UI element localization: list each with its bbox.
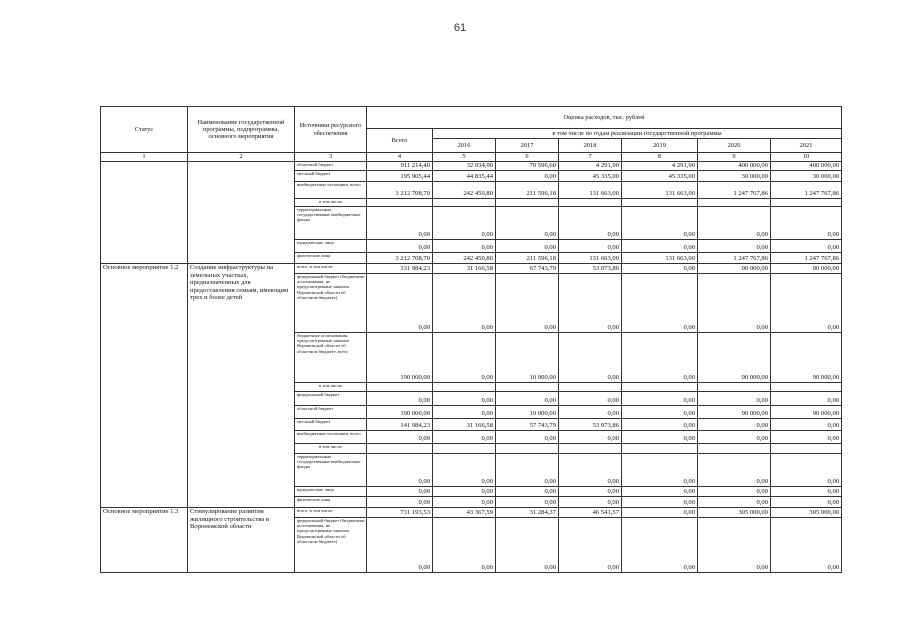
value-cell: 0,00 [496,518,559,573]
column-number: 3 [295,153,367,162]
table-row [101,264,842,274]
value-cell: 141 984,23 [367,419,433,431]
value-cell: 0,00 [496,487,559,497]
source-cell: федеральный бюджет [295,392,367,406]
value-cell [698,444,771,454]
source-cell: всего, в том числе: [295,508,367,518]
value-cell: 0,00 [771,497,842,508]
source-cell: в том числе: [295,383,367,392]
value-cell: 0,00 [433,333,496,383]
value-cell: 0,00 [367,518,433,573]
value-cell: 211 596,18 [496,253,559,264]
header-year: 2019 [622,139,698,153]
value-cell: 0,00 [433,406,496,419]
value-cell: 0,00 [622,274,698,333]
value-cell: 0,00 [559,406,622,419]
value-cell: 0,00 [622,406,698,419]
source-cell: областной бюджет [295,162,367,171]
value-cell: 195 905,44 [367,171,433,182]
value-cell: 0,00 [496,392,559,406]
value-cell: 10 000,00 [496,333,559,383]
value-cell: 242 450,80 [433,253,496,264]
value-cell: 0,00 [367,207,433,240]
source-cell: юридические лица [295,487,367,497]
column-number: 7 [559,153,622,162]
budget-table [100,106,842,573]
value-cell: 0,00 [496,171,559,182]
value-cell: 0,00 [771,518,842,573]
value-cell [771,444,842,454]
value-cell [433,444,496,454]
value-cell [559,383,622,392]
value-cell: 90 000,00 [698,406,771,419]
source-cell: областной бюджет [295,406,367,419]
source-cell: федеральный бюджет (бюджетные ассигнования, не предусмотренные законом Воронежской области об областном бюджете) [295,274,367,333]
value-cell: 0,00 [496,497,559,508]
header-status: Статус [101,107,188,153]
name-cell [188,162,295,264]
source-cell: территориальные государственные внебюджетные фонды [295,454,367,487]
value-cell: 0,00 [496,207,559,240]
value-cell: 1 247 767,86 [698,253,771,264]
value-cell: 57 743,79 [496,419,559,431]
source-cell: юридические лица [295,240,367,253]
value-cell: 190 000,00 [367,333,433,383]
value-cell [559,444,622,454]
value-cell [496,444,559,454]
source-cell: местный бюджет [295,171,367,182]
value-cell: 0,00 [433,392,496,406]
column-number: 9 [698,153,771,162]
value-cell: 0,00 [698,487,771,497]
value-cell: 1 247 767,86 [771,253,842,264]
value-cell: 0,00 [622,333,698,383]
column-number-row [101,153,842,162]
value-cell: 1 247 767,86 [771,182,842,199]
value-cell: 0,00 [496,431,559,444]
header-year: 2017 [496,139,559,153]
value-cell [559,199,622,207]
value-cell: 0,00 [433,454,496,487]
value-cell: 0,00 [559,333,622,383]
status-cell [101,162,188,264]
source-cell: в том числе: [295,444,367,454]
value-cell [433,199,496,207]
value-cell: 45 335,00 [559,171,622,182]
column-number: 6 [496,153,559,162]
value-cell: 305 000,00 [771,508,842,518]
value-cell: 0,00 [622,497,698,508]
value-cell [771,383,842,392]
source-cell: в том числе: [295,199,367,207]
value-cell: 0,00 [622,431,698,444]
value-cell [367,383,433,392]
value-cell: 0,00 [433,240,496,253]
value-cell: 0,00 [433,207,496,240]
value-cell: 0,00 [622,508,698,518]
header-year: 2020 [698,139,771,153]
value-cell: 0,00 [367,431,433,444]
value-cell: 0,00 [559,207,622,240]
value-cell: 44 835,44 [433,171,496,182]
value-cell: 0,00 [559,454,622,487]
value-cell: 0,00 [559,431,622,444]
value-cell: 0,00 [496,240,559,253]
value-cell: 0,00 [698,274,771,333]
value-cell [698,199,771,207]
value-cell: 0,00 [771,274,842,333]
value-cell: 331 984,23 [367,264,433,274]
value-cell: 211 596,18 [496,182,559,199]
header-year: 2018 [559,139,622,153]
header-year: 2021 [771,139,842,153]
value-cell: 0,00 [559,497,622,508]
value-cell [367,444,433,454]
source-cell: внебюджетные источники, всего [295,431,367,444]
value-cell: 0,00 [433,487,496,497]
value-cell: 3 212 708,70 [367,253,433,264]
value-cell: 131 663,00 [559,253,622,264]
value-cell: 53 073,86 [559,264,622,274]
source-cell: федеральный бюджет (бюджетные ассигнования, не предусмотренные законом Воронежской области об областном бюджете) [295,518,367,573]
value-cell: 0,00 [559,518,622,573]
column-number: 8 [622,153,698,162]
value-cell [622,199,698,207]
header-total: Всего [367,129,433,153]
status-cell: Основное мероприятие 1.2 [101,264,188,508]
value-cell: 0,00 [433,274,496,333]
header-estimate: Оценка расходов, тыс. рублей [367,107,842,129]
value-cell: 53 073,86 [559,419,622,431]
value-cell: 0,00 [622,487,698,497]
value-cell: 0,00 [698,392,771,406]
value-cell [698,383,771,392]
value-cell: 90 000,00 [698,333,771,383]
value-cell: 0,00 [433,497,496,508]
value-cell: 31 284,37 [496,508,559,518]
value-cell: 90 000,00 [771,406,842,419]
source-cell: бюджетные ассигнования, предусмотренные законом Воронежской области об областном бюджете, всего [295,333,367,383]
column-number: 4 [367,153,433,162]
source-cell: местный бюджет [295,419,367,431]
value-cell: 131 663,00 [622,253,698,264]
value-cell: 3 212 708,70 [367,182,433,199]
column-number: 2 [188,153,295,162]
value-cell: 731 193,53 [367,508,433,518]
value-cell: 131 663,00 [559,182,622,199]
column-number: 10 [771,153,842,162]
value-cell: 0,00 [496,274,559,333]
value-cell: 0,00 [433,431,496,444]
value-cell: 305 000,00 [698,508,771,518]
value-cell: 10 000,00 [496,406,559,419]
value-cell: 0,00 [559,274,622,333]
value-cell: 90 000,00 [698,264,771,274]
value-cell: 400 000,00 [698,162,771,171]
value-cell: 46 541,57 [559,508,622,518]
value-cell: 0,00 [433,518,496,573]
name-cell: Стимулирование развития жилищного строительства в Воронежской области [188,508,295,573]
value-cell: 0,00 [622,454,698,487]
value-cell: 4 291,90 [559,162,622,171]
source-cell: внебюджетные источники, всего [295,182,367,199]
value-cell: 0,00 [559,392,622,406]
value-cell: 31 166,58 [433,419,496,431]
value-cell: 0,00 [698,207,771,240]
table-row [101,162,842,171]
value-cell: 0,00 [622,419,698,431]
value-cell: 0,00 [622,518,698,573]
header-program-name: Наименование государственной программы, подпрограммы, основного мероприятия [188,107,295,153]
value-cell: 31 166,58 [433,264,496,274]
value-cell [496,383,559,392]
value-cell [367,199,433,207]
source-cell: территориальные государственные внебюджетные фонды [295,207,367,240]
value-cell: 1 247 767,86 [698,182,771,199]
column-number: 1 [101,153,188,162]
table-row [101,508,842,518]
source-cell: физические лица [295,253,367,264]
value-cell: 0,00 [367,454,433,487]
value-cell: 90 000,00 [771,264,842,274]
value-cell: 0,00 [771,392,842,406]
value-cell: 30 000,00 [771,171,842,182]
value-cell: 0,00 [698,431,771,444]
value-cell: 0,00 [367,240,433,253]
value-cell: 0,00 [622,240,698,253]
value-cell: 0,00 [698,240,771,253]
value-cell [771,199,842,207]
source-cell: физические лица [295,497,367,508]
value-cell: 0,00 [771,207,842,240]
value-cell: 0,00 [771,454,842,487]
value-cell: 0,00 [771,487,842,497]
value-cell: 0,00 [771,240,842,253]
value-cell: 911 214,40 [367,162,433,171]
name-cell: Создание инфраструктуры на земельных участках, предназначенных для предоставления семьям, имеющим трех и более детей [188,264,295,508]
value-cell [622,383,698,392]
value-cell: 45 335,00 [622,171,698,182]
value-cell: 190 000,00 [367,406,433,419]
value-cell: 43 367,59 [433,508,496,518]
column-number: 5 [433,153,496,162]
source-cell: всего, в том числе: [295,264,367,274]
value-cell: 0,00 [559,240,622,253]
header-sources: Источники ресурсного обеспечения [295,107,367,153]
value-cell: 0,00 [622,264,698,274]
value-cell: 0,00 [622,207,698,240]
value-cell: 67 743,79 [496,264,559,274]
value-cell: 0,00 [698,419,771,431]
value-cell: 0,00 [367,487,433,497]
value-cell: 0,00 [771,419,842,431]
value-cell: 0,00 [698,497,771,508]
value-cell: 0,00 [771,431,842,444]
header-year: 2016 [433,139,496,153]
header-by-years: в том числе по годам реализации государственной программы [433,129,842,139]
value-cell: 242 450,80 [433,182,496,199]
status-cell: Основное мероприятие 1.3 [101,508,188,573]
value-cell: 400 000,00 [771,162,842,171]
page-number: 61 [453,22,467,34]
value-cell: 32 034,00 [433,162,496,171]
value-cell: 0,00 [559,487,622,497]
value-cell: 0,00 [698,518,771,573]
value-cell [622,444,698,454]
value-cell: 0,00 [496,454,559,487]
value-cell: 0,00 [367,497,433,508]
value-cell: 90 000,00 [771,333,842,383]
header-row [101,107,842,129]
value-cell: 0,00 [622,392,698,406]
value-cell: 0,00 [698,454,771,487]
value-cell: 0,00 [367,392,433,406]
value-cell [433,383,496,392]
value-cell: 30 000,00 [698,171,771,182]
value-cell: 0,00 [367,274,433,333]
value-cell: 131 663,00 [622,182,698,199]
value-cell: 70 596,60 [496,162,559,171]
value-cell: 4 291,90 [622,162,698,171]
value-cell [496,199,559,207]
